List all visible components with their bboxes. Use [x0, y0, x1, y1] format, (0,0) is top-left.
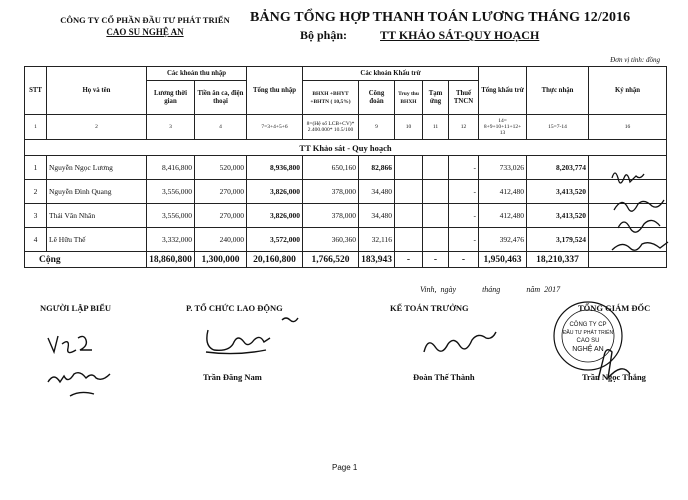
total-label: Cộng	[25, 252, 147, 268]
cell-union: 34,480	[359, 204, 395, 228]
section-title: TT Khảo sát - Quy hoạch	[25, 140, 667, 156]
cell-allowance: 270,000	[195, 204, 247, 228]
header-sign: Ký nhận	[589, 67, 667, 115]
signature-accountant	[424, 332, 496, 352]
date-month-label: tháng	[482, 285, 501, 294]
name-accountant: Đoàn Thế Thành	[413, 372, 475, 382]
stamp-text-4: NGHỆ AN	[572, 346, 604, 353]
header-net: Thực nhận	[527, 67, 589, 115]
header-allowance: Tiền ăn ca, điện thoại	[195, 81, 247, 115]
cell-tax: -	[449, 204, 479, 228]
signature-row-4	[612, 242, 668, 250]
document-title: BẢNG TỔNG HỢP THANH TOÁN LƯƠNG THÁNG 12/2016	[250, 10, 631, 25]
cell-insurance: 650,160	[303, 156, 359, 180]
header-advance: Tạm ứng	[423, 81, 449, 115]
header-deduction-group: Các khoản Khấu trừ	[303, 67, 479, 81]
cell-total-income: 3,572,000	[247, 228, 303, 252]
page-number: Page 1	[332, 463, 358, 472]
cell-tax: -	[449, 156, 479, 180]
stamp-text-1: CÔNG TY CP	[569, 322, 607, 328]
total-allowance: 1,300,000	[195, 252, 247, 268]
cell-insurance: 378,000	[303, 180, 359, 204]
company-line-2: CAO SU NGHỆ AN	[106, 27, 184, 37]
header-recover: Truy thu BHXH	[395, 81, 423, 115]
department-label: Bộ phận:	[300, 28, 348, 42]
cell-wage: 3,332,000	[147, 228, 195, 252]
signature-hr	[206, 330, 270, 354]
formula-cell: 4	[195, 115, 247, 140]
cell-wage: 3,556,000	[147, 180, 195, 204]
signature-preparer	[48, 336, 92, 353]
signature-row-1	[612, 173, 644, 183]
formula-cell: 10	[395, 115, 423, 140]
cell-stt: 2	[25, 180, 47, 204]
header-income-group: Các khoản thu nhập	[147, 67, 247, 81]
formula-cell: 12	[449, 115, 479, 140]
role-preparer: NGƯỜI LẬP BIỂU	[40, 303, 112, 313]
date-year-label: năm 2017	[526, 285, 561, 294]
cell-wage: 8,416,800	[147, 156, 195, 180]
header-tax: Thuế TNCN	[449, 81, 479, 115]
formula-cell: 16	[589, 115, 667, 140]
cell-union: 34,480	[359, 180, 395, 204]
cell-insurance: 360,360	[303, 228, 359, 252]
footer-signatures	[48, 318, 630, 396]
formula-cell: 3	[147, 115, 195, 140]
header-stt: STT	[25, 67, 47, 115]
total-insurance: 1,766,520	[303, 252, 359, 268]
header-insurance: BHXH +BHYT +BHTN ( 10,5%)	[303, 81, 359, 115]
total-wage: 18,860,800	[147, 252, 195, 268]
header-total-income: Tổng thu nhập	[247, 67, 303, 115]
cell-allowance: 520,000	[195, 156, 247, 180]
cell-net: 3,413,520	[527, 204, 589, 228]
header-total-deduction: Tổng khấu trừ	[479, 67, 527, 115]
total-tax: -	[449, 252, 479, 268]
cell-allowance: 270,000	[195, 180, 247, 204]
cell-net: 3,179,524	[527, 228, 589, 252]
total-union: 183,943	[359, 252, 395, 268]
formula-cell: 1	[25, 115, 47, 140]
stamp-text-3: CAO SU	[576, 338, 600, 344]
formula-cell: 2	[47, 115, 147, 140]
formula-cell: 15=7-14	[527, 115, 589, 140]
total-recover: -	[395, 252, 423, 268]
formula-cell: 11	[423, 115, 449, 140]
role-accountant: KẾ TOÁN TRƯỞNG	[390, 303, 469, 313]
cell-total-income: 8,936,800	[247, 156, 303, 180]
cell-allowance: 240,000	[195, 228, 247, 252]
cell-total-deduction: 392,476	[479, 228, 527, 252]
cell-net: 8,203,774	[527, 156, 589, 180]
cell-stt: 3	[25, 204, 47, 228]
cell-name: Nguyễn Đình Quang	[47, 180, 147, 204]
cell-name: Thái Văn Nhân	[47, 204, 147, 228]
handwritten-name-preparer	[48, 373, 110, 396]
row-signatures	[612, 173, 668, 250]
signature-row-2	[614, 200, 664, 211]
cell-stt: 1	[25, 156, 47, 180]
role-director: TỔNG GIÁM ĐỐC	[578, 303, 651, 313]
total-income: 20,160,800	[247, 252, 303, 268]
date-place: Vinh, ngày	[420, 285, 457, 294]
formula-cell: 8=(Hệ số LCB+CV)* 2.400.000* 10.5/100	[303, 115, 359, 140]
cell-union: 32,116	[359, 228, 395, 252]
name-director: Trần Ngọc Thắng	[582, 372, 646, 382]
header-union: Công đoàn	[359, 81, 395, 115]
stamp-text-2: ĐẦU TƯ PHÁT TRIỂN	[562, 330, 614, 336]
cell-total-deduction: 733,026	[479, 156, 527, 180]
formula-cell: 7=3+4+5+6	[247, 115, 303, 140]
signature-director	[598, 350, 630, 380]
unit-note: Đơn vị tính: đồng	[610, 56, 660, 64]
cell-stt: 4	[25, 228, 47, 252]
department-value: TT KHẢO SÁT-QUY HOẠCH	[380, 28, 540, 42]
company-line-1: CÔNG TY CỔ PHẦN ĐẦU TƯ PHÁT TRIỂN	[60, 15, 230, 25]
cell-wage: 3,556,000	[147, 204, 195, 228]
company-stamp	[554, 302, 622, 370]
cell-tax: -	[449, 228, 479, 252]
total-advance: -	[423, 252, 449, 268]
header-time-wage: Lương thời gian	[147, 81, 195, 115]
header-name: Họ và tên	[47, 67, 147, 115]
total-net: 18,210,337	[527, 252, 589, 268]
cell-union: 82,866	[359, 156, 395, 180]
cell-net: 3,413,520	[527, 180, 589, 204]
role-hr: P. TỔ CHỨC LAO ĐỘNG	[186, 303, 283, 313]
cell-total-income: 3,826,000	[247, 180, 303, 204]
formula-cell: 14= 8+9+10+11+12+ 13	[479, 115, 527, 140]
cell-total-deduction: 412,480	[479, 204, 527, 228]
signature-row-3	[618, 220, 660, 232]
name-hr: Trần Đăng Nam	[203, 372, 262, 382]
signature-hr-initial	[282, 318, 298, 322]
formula-cell: 9	[359, 115, 395, 140]
cell-tax: -	[449, 180, 479, 204]
cell-insurance: 378,000	[303, 204, 359, 228]
cell-total-deduction: 412,480	[479, 180, 527, 204]
cell-name: Lê Hữu Thế	[47, 228, 147, 252]
cell-total-income: 3,826,000	[247, 204, 303, 228]
total-deduction: 1,950,463	[479, 252, 527, 268]
cell-name: Nguyễn Ngọc Lương	[47, 156, 147, 180]
